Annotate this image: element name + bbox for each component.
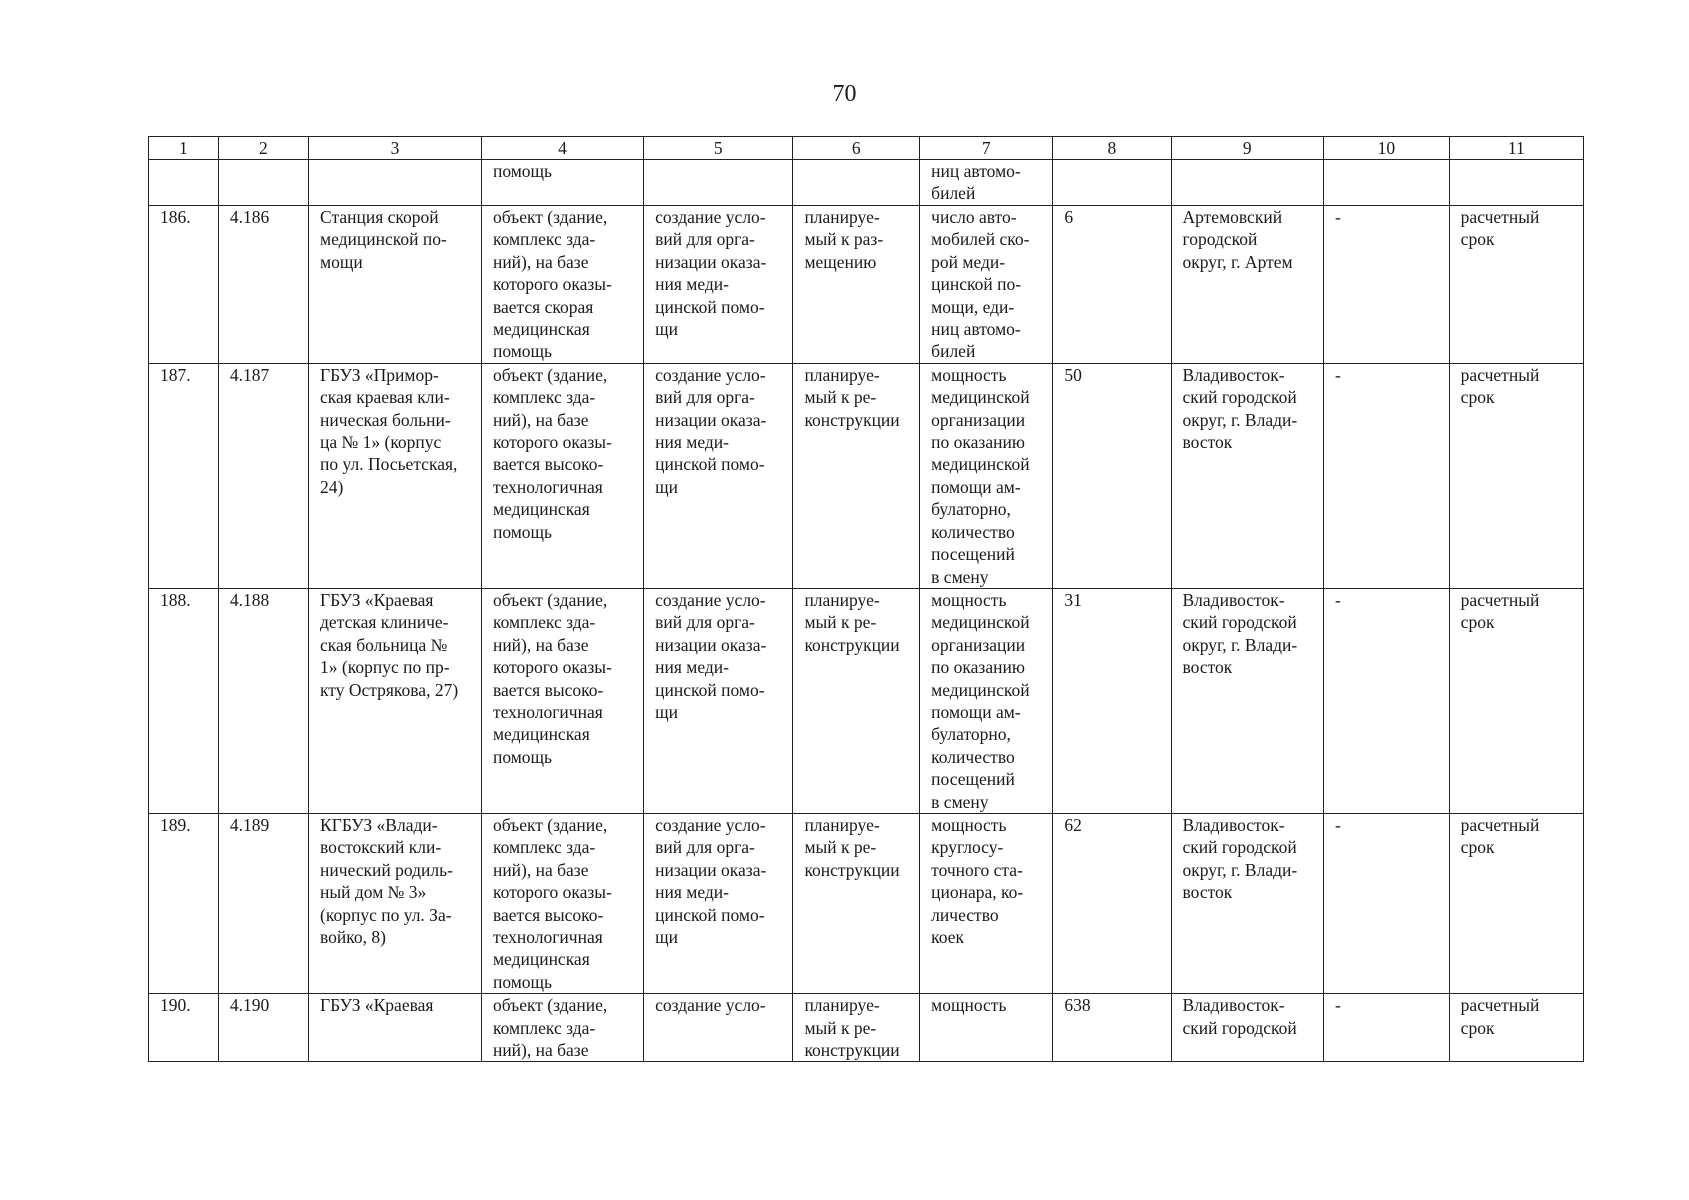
- header-cell: 9: [1171, 137, 1324, 160]
- item-code-cell: 4.188: [218, 588, 308, 813]
- metric-cell: мощность медицинской организации по оказанию медицинской помощи ам- булаторно, количество посещений в смену: [920, 588, 1053, 813]
- location-cell: Владивосток- ский городской округ, г. Влади- восток: [1171, 813, 1324, 993]
- object-type-cell: объект (здание, комплекс зда- ний), на базе которого оказы- вается скорая медицинская помощь: [481, 206, 643, 364]
- header-cell: 4: [481, 137, 643, 160]
- header-cell: 1: [149, 137, 219, 160]
- page-number: 70: [832, 81, 857, 107]
- header-cell: 6: [793, 137, 920, 160]
- item-code-cell: 4.189: [218, 813, 308, 993]
- table-row: [149, 206, 1584, 364]
- table-cell: [1171, 160, 1324, 206]
- table-cell: ниц автомо- билей: [920, 160, 1053, 206]
- object-name-cell: Станция скорой медицинской по- мощи: [309, 206, 482, 364]
- header-cell: 10: [1324, 137, 1450, 160]
- zone-cell: -: [1324, 588, 1450, 813]
- zone-cell: -: [1324, 813, 1450, 993]
- object-name-cell: КГБУЗ «Влади- востокский кли- нический родиль- ный дом № 3» (корпус по ул. За- войко, 8): [309, 813, 482, 993]
- location-cell: Владивосток- ский городской округ, г. Влади- восток: [1171, 363, 1324, 588]
- metric-cell: мощность медицинской организации по оказанию медицинской помощи ам- булаторно, количество посещений в смену: [920, 363, 1053, 588]
- header-cell: 3: [309, 137, 482, 160]
- table-cell: [1053, 160, 1171, 206]
- header-row: [149, 137, 1584, 160]
- location-cell: Владивосток- ский городской округ, г. Влади- восток: [1171, 588, 1324, 813]
- zone-cell: -: [1324, 994, 1450, 1062]
- table-row: [149, 363, 1584, 588]
- row-number-cell: 190.: [149, 994, 219, 1062]
- table-cell: [218, 160, 308, 206]
- zone-cell: -: [1324, 206, 1450, 364]
- table-row: [149, 588, 1584, 813]
- term-cell: расчетный срок: [1449, 206, 1583, 364]
- status-cell: планируе- мый к ре- конструкции: [793, 363, 920, 588]
- status-cell: планируе- мый к ре- конструкции: [793, 994, 920, 1062]
- purpose-cell: создание усло- вий для орга- низации оказа- ния меди- цинской помо- щи: [644, 588, 793, 813]
- purpose-cell: создание усло-: [644, 994, 793, 1062]
- metric-cell: мощность: [920, 994, 1053, 1062]
- term-cell: расчетный срок: [1449, 813, 1583, 993]
- metric-cell: число авто- мобилей ско- рой меди- цинской по- мощи, еди- ниц автомо- билей: [920, 206, 1053, 364]
- row-number-cell: 188.: [149, 588, 219, 813]
- table-cell: [793, 160, 920, 206]
- status-cell: планируе- мый к ре- конструкции: [793, 813, 920, 993]
- zone-cell: -: [1324, 363, 1450, 588]
- value-cell: 31: [1053, 588, 1171, 813]
- row-number-cell: 189.: [149, 813, 219, 993]
- value-cell: 62: [1053, 813, 1171, 993]
- continuation-row: [149, 160, 1584, 206]
- object-name-cell: ГБУЗ «Краевая: [309, 994, 482, 1062]
- purpose-cell: создание усло- вий для орга- низации оказа- ния меди- цинской помо- щи: [644, 363, 793, 588]
- item-code-cell: 4.187: [218, 363, 308, 588]
- object-type-cell: объект (здание, комплекс зда- ний), на базе: [481, 994, 643, 1062]
- item-code-cell: 4.186: [218, 206, 308, 364]
- planning-table: [148, 136, 1584, 1062]
- row-number-cell: 186.: [149, 206, 219, 364]
- purpose-cell: создание усло- вий для орга- низации оказа- ния меди- цинской помо- щи: [644, 813, 793, 993]
- metric-cell: мощность круглосу- точного ста- ционара, ко- личество коек: [920, 813, 1053, 993]
- object-type-cell: объект (здание, комплекс зда- ний), на базе которого оказы- вается высоко- технологичная медицинская помощь: [481, 363, 643, 588]
- term-cell: расчетный срок: [1449, 363, 1583, 588]
- object-name-cell: ГБУЗ «Краевая детская клиниче- ская больница № 1» (корпус по пр- кту Острякова, 27): [309, 588, 482, 813]
- header-cell: 8: [1053, 137, 1171, 160]
- row-number-cell: 187.: [149, 363, 219, 588]
- status-cell: планируе- мый к раз- мещению: [793, 206, 920, 364]
- table-cell: [1449, 160, 1583, 206]
- item-code-cell: 4.190: [218, 994, 308, 1062]
- table-row: [149, 813, 1584, 993]
- header-cell: 5: [644, 137, 793, 160]
- table-cell: [1324, 160, 1450, 206]
- purpose-cell: создание усло- вий для орга- низации оказа- ния меди- цинской помо- щи: [644, 206, 793, 364]
- location-cell: Владивосток- ский городской: [1171, 994, 1324, 1062]
- term-cell: расчетный срок: [1449, 588, 1583, 813]
- value-cell: 6: [1053, 206, 1171, 364]
- value-cell: 638: [1053, 994, 1171, 1062]
- value-cell: 50: [1053, 363, 1171, 588]
- location-cell: Артемовский городской округ, г. Артем: [1171, 206, 1324, 364]
- object-type-cell: объект (здание, комплекс зда- ний), на базе которого оказы- вается высоко- технологичная медицинская помощь: [481, 813, 643, 993]
- term-cell: расчетный срок: [1449, 994, 1583, 1062]
- table-cell: [644, 160, 793, 206]
- table-row: [149, 994, 1584, 1062]
- table-cell: [149, 160, 219, 206]
- object-type-cell: объект (здание, комплекс зда- ний), на базе которого оказы- вается высоко- технологичная медицинская помощь: [481, 588, 643, 813]
- header-cell: 2: [218, 137, 308, 160]
- object-name-cell: ГБУЗ «Примор- ская краевая кли- ническая больни- ца № 1» (корпус по ул. Посьетская, 24): [309, 363, 482, 588]
- table-cell: помощь: [481, 160, 643, 206]
- table-cell: [309, 160, 482, 206]
- header-cell: 7: [920, 137, 1053, 160]
- status-cell: планируе- мый к ре- конструкции: [793, 588, 920, 813]
- header-cell: 11: [1449, 137, 1583, 160]
